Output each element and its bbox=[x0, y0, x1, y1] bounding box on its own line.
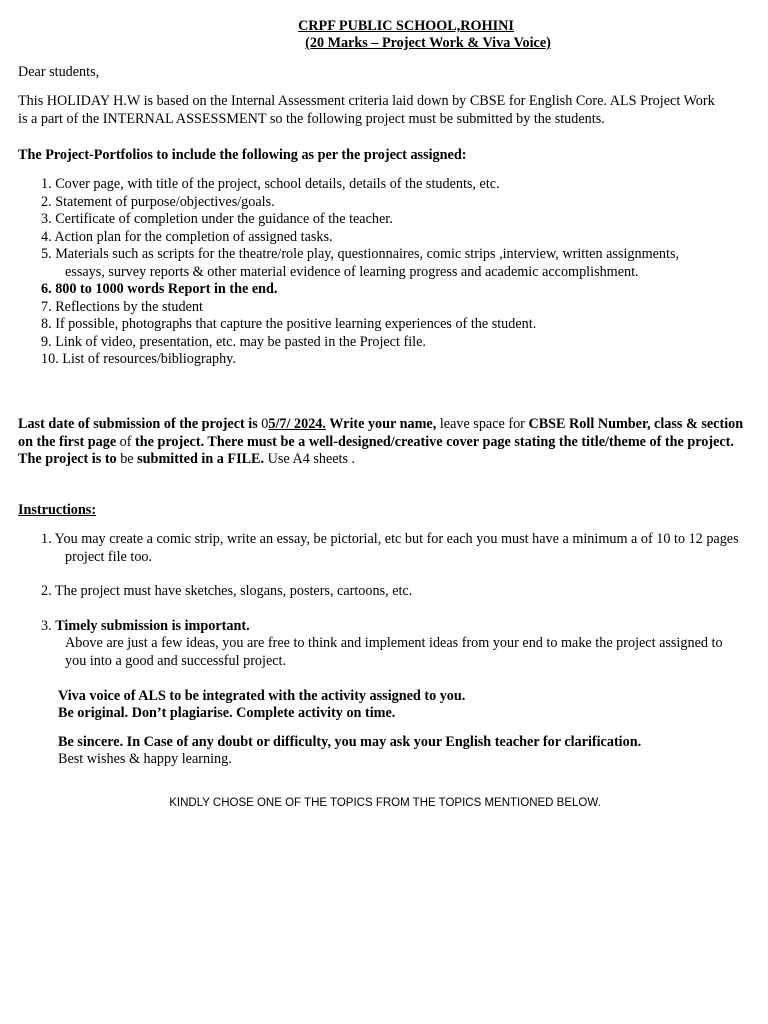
submission-text: the project. There must be a well-designed/creative cover page stating the title/theme of the project. The project is to bbox=[18, 433, 734, 467]
list-item: 6. 800 to 1000 words Report in the end. bbox=[41, 281, 278, 297]
submission-text: leave space for bbox=[436, 416, 529, 432]
list-item: 2. Statement of purpose/objectives/goals. bbox=[41, 193, 275, 210]
list-item: 4. Action plan for the completion of assigned tasks. bbox=[41, 228, 333, 245]
best-wishes: Best wishes & happy learning. bbox=[58, 751, 232, 767]
topics-note: KINDLY CHOSE ONE OF THE TOPICS FROM THE TOPICS MENTIONED BELOW. bbox=[169, 797, 601, 809]
submission-text: of bbox=[116, 433, 136, 450]
sincere-note: Be sincere. In Case of any doubt or difficulty, you may ask your English teacher for clarification. bbox=[58, 734, 642, 750]
list-item: 7. Reflections by the student bbox=[41, 298, 203, 315]
portfolio-heading: The Project-Portfolios to include the following as per the project assigned: bbox=[18, 147, 467, 163]
instruction-item: 1. You may create a comic strip, write an essay, be pictorial, etc but for each you must have a minimum a of 10 to 12 pages project file too. bbox=[41, 531, 739, 565]
portfolio-list bbox=[41, 176, 691, 369]
instruction-item: 2. The project must have sketches, slogans, posters, cartoons, etc. bbox=[41, 583, 413, 599]
submission-paragraph bbox=[18, 416, 748, 469]
list-item: 5. Materials such as scripts for the theatre/role play, questionnaires, comic strips ,interview, written assignments, essays, survey reports & other material evidence of learning progress and academic accomplishment. bbox=[41, 246, 680, 280]
list-item: 10. List of resources/bibliography. bbox=[41, 351, 236, 367]
submission-text: submitted in a FILE. bbox=[137, 451, 265, 467]
list-item: 1. Cover page, with title of the project, school details, details of the students, etc. bbox=[41, 176, 500, 192]
submission-text: Write your name, bbox=[325, 416, 437, 432]
ideas-paragraph: Above are just a few ideas, you are free to think and implement ideas from your end to make the project assigned to you into a good and successful project. bbox=[65, 635, 723, 669]
list-item: 8. If possible, photographs that capture the positive learning experiences of the student. bbox=[41, 316, 537, 332]
submission-text: 0 bbox=[261, 416, 269, 432]
school-title: CRPF PUBLIC SCHOOL,ROHINI bbox=[298, 18, 514, 34]
list-item: 9. Link of video, presentation, etc. may be pasted in the Project file. bbox=[41, 333, 426, 350]
instruction-item bbox=[41, 618, 755, 636]
list-item: 3. Certificate of completion under the guidance of the teacher. bbox=[41, 211, 393, 227]
submission-text: be bbox=[116, 451, 138, 467]
instructions-heading: Instructions: bbox=[18, 502, 97, 518]
submission-text: CBSE Roll Number, class & section on the first page bbox=[18, 416, 744, 450]
instruction-text: Timely submission is important. bbox=[55, 618, 250, 634]
submission-text: Use A4 sheets . bbox=[264, 451, 356, 467]
submission-text: Last date of submission of the project is bbox=[18, 416, 262, 432]
original-note: Be original. Don’t plagiarise. Complete activity on time. bbox=[58, 705, 396, 721]
submission-date: 5/7/ 2024. bbox=[268, 416, 326, 432]
intro-paragraph: This HOLIDAY H.W is based on the Internal Assessment criteria laid down by CBSE for English Core. ALS Project Work is a part of the INTERNAL ASSESSMENT so the following project must be submitted by the students. bbox=[18, 93, 715, 127]
marks-subtitle: (20 Marks – Project Work & Viva Voice) bbox=[305, 35, 551, 51]
viva-note: Viva voice of ALS to be integrated with the activity assigned to you. bbox=[58, 688, 466, 704]
salutation: Dear students, bbox=[18, 64, 100, 80]
instruction-number: 3. bbox=[41, 618, 56, 634]
